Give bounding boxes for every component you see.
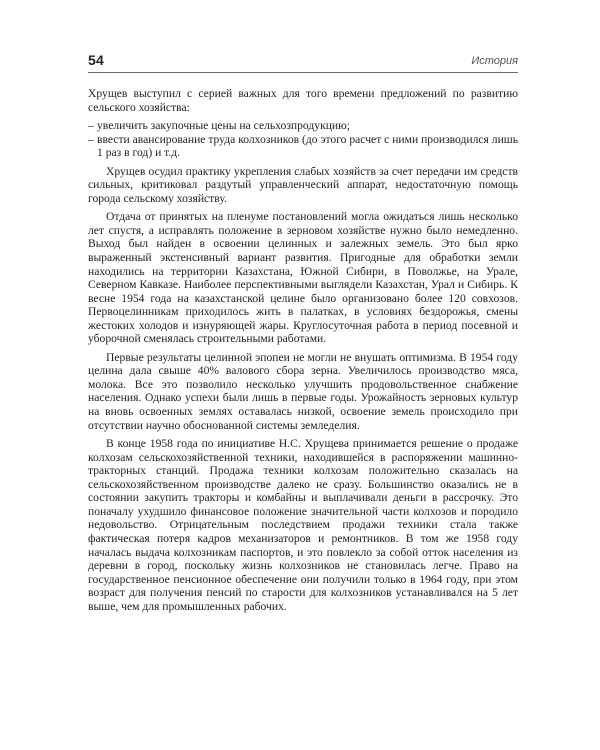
page-header [88,46,518,73]
list-item: – ввести авансирование труда колхозников (до этого расчет с ними производился лишь 1 раз в год) и т.д. [88,133,518,160]
paragraph: В конце 1958 года по инициативе Н.С. Хрущева принимается решение о продаже колхозам сельскохозяйственной техники, находившейся в распоряжении машинно-тракторных станций. Продажа техники колхозам положительно сказалась на сельскохозяйственном производстве далеко не сразу. Большинство оказались не в состоянии закупить тракторы и комбайны и выплачивали деньги в рассрочку. Это поначалу ухудшило финансовое положение значительной части колхозов и породило недовольство. Отрицательным последствием продажи техники стала также фактическая потеря кадров механизаторов и ремонтников. В том же 1958 году началась выдача колхозникам паспортов, и это повлекло за собой отток населения из деревни в город, поскольку жизнь колхозников не становилась легче. Право на государственное пенсионное обеспечение они получили только в 1964 году, при этом возраст для получения пенсий по старости для колхозников устанавливался на 5 лет выше, чем для промышленных рабочих. [88,437,518,613]
paragraph-intro: Хрущев выступил с серией важных для того времени предложений по развитию сельского хозяйства: [88,87,518,114]
paragraph: Первые результаты целинной эпопеи не могли не внушать оптимизма. В 1954 году целина дала свыше 40% валового сбора зерна. Увеличилось производство мяса, молока. Все это позволило несколько улучшить продовольственное снабжение населения. Однако успехи были лишь в первые годы. Урожайность зерновых культур на вновь освоенных землях оставалась низкой, освоение земель происходило при отсутствии научно обоснованной системы земледелия. [88,350,518,432]
list-item: – увеличить закупочные цены на сельхозпродукцию; [88,119,518,133]
page-body [88,87,518,613]
paragraph: Отдача от принятых на пленуме постановлений могла ожидаться лишь несколько лет спустя, а исправлять положение в зерновом хозяйстве нужно было немедленно. Выход был найден в освоении целинных и залежных земель. Это был ярко выраженный экстенсивный вариант развития. Пригодные для обработки земли находились на территории Казахстана, Южной Сибири, в Поволжье, на Урале, Северном Кавказе. Наиболее перспективными выглядели Казахстан, Урал и Сибирь. К весне 1954 года на казахстанской целине было организовано более 120 совхозов. Первоцелинникам приходилось жить в палатках, в условиях бездорожья, смены жестоких холодов и изнуряющей жары. Круглосуточная работа в период посевной и уборочной сменялась строительными работами. [88,210,518,346]
page-number: 54 [88,52,104,68]
book-page [88,46,518,618]
running-title: История [471,55,518,67]
proposal-list [88,119,518,160]
paragraph: Хрущев осудил практику укрепления слабых хозяйств за счет передачи им средств сильных, критиковал раздутый управленческий аппарат, недостаточную помощь города сельскому хозяйству. [88,164,518,205]
